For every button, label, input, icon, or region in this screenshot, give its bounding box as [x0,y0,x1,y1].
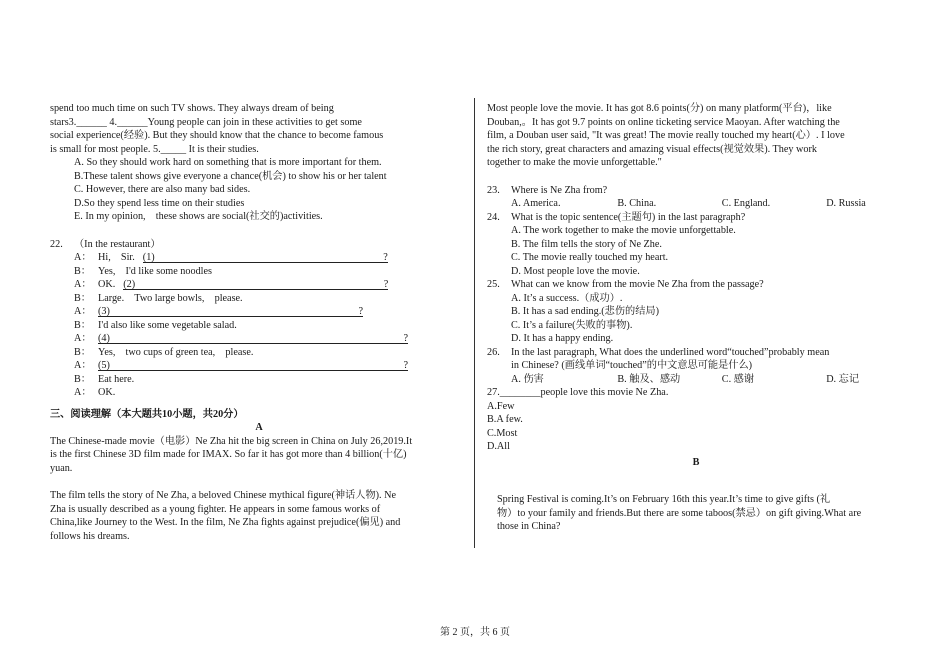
answer-blank [98,332,408,344]
blank-end: ? [383,252,388,263]
answer-blank [123,278,388,290]
text-line: The film tells the story of Ne Zha, a beloved Chinese mythical figure(神话人物). Ne [50,490,396,501]
blank-end: ? [383,279,389,290]
option: D. Russia [826,198,866,209]
passage-continuation [50,102,468,156]
option: B. 触及、感动 [617,373,681,385]
stem-text: What is the topic sentence(主题句) in the last paragraph? [511,211,746,223]
question-intro: （In the restaurant） [74,238,161,250]
dialogue-line [50,359,468,373]
text-line: follows his dreams. [50,530,130,542]
option-line: D.So they spend less time on their studies [74,197,245,209]
option: A.Few [487,400,515,412]
question-27 [487,386,905,454]
option: D. Most people love the movie. [511,265,640,277]
text-line: the rich story, great characters and amazing visual effects(视觉效果). They work [487,143,817,155]
speaker-label: A： [74,360,92,371]
text-line: stars3.______ 4.______Young people can join in these activities to get some [50,116,362,128]
options-row [487,197,905,211]
stem-text: In the last paragraph, What does the underlined word“touched”probably mean [511,346,830,358]
blank-number: (3) [98,306,110,317]
text-line: yuan. [50,462,73,474]
option-line: E. In my opinion, these shows are social(社交的)activities. [74,211,323,222]
option-line: C. However, there are also many bad sides. [74,184,251,195]
questions-list [487,184,905,387]
option: B. China. [617,198,657,209]
text-line: Most people love the movie. It has got 8.6 points(分) on many platform(平台)，like [487,103,832,114]
options-list [50,156,468,224]
dialogue-line [50,332,468,346]
answer-blank [143,251,388,263]
speaker-label: B： [74,265,91,277]
option: D.All [487,441,510,452]
speaker-label: A： [74,306,92,317]
option: D. 忘记 [826,373,860,385]
dialogue-line [50,386,468,400]
answer-blank [98,305,363,317]
speaker-label: B： [74,292,91,304]
speaker-label: A： [74,252,92,263]
option: C.Most [487,427,518,439]
stem-text: What can we know from the movie Ne Zha from the passage? [511,279,764,290]
column-divider [474,98,475,548]
text-line: China,like Journey to the West. In the film, Ne Zha fights against prejudice(偏见) and [50,517,401,528]
option-line: A. So they should work hard on something that is more important for them. [74,157,382,168]
dialogue-line [50,251,468,265]
question-number: 25. [487,279,500,290]
blank-end: ? [403,360,408,371]
text-line: is small for most people. 5._____ It is their studies. [50,143,259,155]
option: C. The movie really touched my heart. [511,252,669,263]
text-line: 物）to your family and friends.But there are some taboos(禁忌）on gift giving.What are [497,507,862,519]
option: C. It’s a failure(失败的事物). [511,319,633,331]
blank-number: (1) [142,252,155,263]
passage-a-paragraph-2 [50,489,468,543]
speaker-label: B： [74,319,91,331]
question-options [487,400,905,454]
passage-a-paragraph-1 [50,435,468,476]
text-line: Douban,。It has got 9.7 points on online ticketing service Maoyan. After watching the [487,116,840,128]
options-row [487,373,905,387]
stem-text: in Chinese? (画线单词“touched”的中文意思可能是什么) [511,360,753,371]
question-26 [487,346,905,387]
dialogue-line [50,346,468,360]
dialogue-text: OK. [98,387,116,398]
text-line: social experience(经验). But they should know that the chance to become famous [50,130,384,141]
blank-number: (2) [123,279,136,290]
dialogue-text: OK. [98,279,116,290]
question-number: 23. [487,184,500,196]
question-25 [487,278,905,346]
option: B. The film tells the story of Ne Zhe. [511,238,662,250]
speaker-label: B： [74,346,91,358]
option: C. England. [721,198,771,209]
option: A. It’s a success.（成功）. [511,292,623,304]
question-stem [487,359,905,373]
speaker-label: B： [74,373,91,385]
text-line: together to make the movie unforgettable." [487,157,662,168]
dialogue-line [50,265,468,279]
speaker-label: A： [74,333,92,344]
question-22 [50,238,468,400]
option: A. The work together to make the movie unforgettable. [511,225,736,236]
question-stem [487,278,905,292]
passage-a-title: A [255,422,263,433]
dialogue-line [50,305,468,319]
text-line: film, a Douban user said, "It was great! The movie really touched my heart(心）. I love [487,130,845,141]
dialogue-line [50,278,468,292]
passage-b-title: B [692,456,700,468]
option-line: B.These talent shows give everyone a chance(机会) to show his or her talent [74,170,387,182]
dialogue-line [50,373,468,387]
dialogue-text: Large. Two large bowls, please. [98,292,243,304]
speaker-label: A： [74,279,92,290]
blank-end: ? [358,306,363,317]
question-stem [487,211,905,225]
dialogue-text: Yes, two cups of green tea, please. [98,346,254,358]
stem-text: Where is Ne Zha from? [511,184,608,196]
blank-number: (5) [98,360,110,371]
dialogue-text: I'd also like some vegetable salad. [98,319,237,331]
option: B. It has a sad ending.(悲伤的结局) [511,306,659,317]
text-line: is the first Chinese 3D film made for IMAX. So far it has got more than 4 billion(十亿) [50,449,407,460]
dialogue-text: Eat here. [98,373,135,385]
dialogue-line [50,292,468,306]
question-stem [487,184,905,198]
dialogue-text: Yes, I'd like some noodles [98,265,212,277]
option: B.A few. [487,414,523,425]
text-line: those in China? [497,521,561,532]
blank-end: ? [403,333,408,344]
option: A. 伤害 [511,373,544,385]
passage-b-paragraph-1 [487,493,905,534]
question-23 [487,184,905,211]
speaker-label: A： [74,387,92,398]
text-line: Spring Festival is coming.It’s on February 16th this year.It’s time to give gifts (礼 [497,494,831,505]
question-number: 22. [50,238,63,250]
question-stem [487,346,905,360]
text-line: Zha is usually described as a young fighter. He appears in some famous works of [50,503,381,515]
text-line: spend too much time on such TV shows. They always dream of being [50,103,334,114]
question-number: 26. [487,346,500,358]
text-line: The Chinese-made movie（电影）Ne Zha hit the big screen in China on July 26,2019.It [50,435,413,447]
option: A. America. [511,198,561,209]
right-column [487,102,905,534]
answer-blank [98,359,408,371]
question-number: 24. [487,211,500,223]
page-footer: 第 2 页，共 6 页 [440,627,510,638]
dialogue-line [50,319,468,333]
left-column [50,102,468,543]
dialogue [50,251,468,400]
option: D. It has a happy ending. [511,333,614,344]
option: C. 感谢 [721,373,755,385]
blank-number: (4) [98,333,110,344]
section-heading: 三、阅读理解（本大题共10小题，共20分） [50,408,244,420]
question-stem: 27.________people love this movie Ne Zha. [487,387,669,398]
dialogue-text: Hi, Sir. [98,252,135,263]
passage-a-paragraph-3 [487,102,905,170]
question-24 [487,211,905,279]
